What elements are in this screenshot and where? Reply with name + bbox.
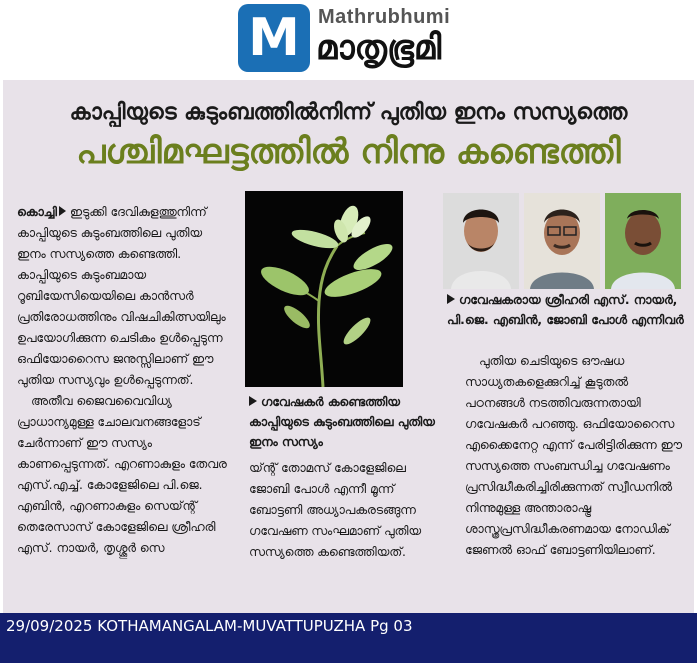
masthead-name-malayalam: മാതൃഭൂമി	[316, 28, 442, 68]
column-1-paragraph-2: അതീവ ജൈവവൈവിധ്യ പ്രാധാന്യമുള്ള ചോലവനങ്ങളോട് ചേർന്നാണ് ഈ സസ്യം കാണപ്പെടുന്നത്. എറണാകുളം തേവര എസ്.എച്ച്. കോളേജിലെ പി.ജെ. എബിൻ, എറണാകുളം സെയ്ന്റ് തെരേസാസ് കോളേജിലെ ശ്രീഹരി എസ്. നായർ, തൃശ്ശൂർ സെ	[17, 394, 227, 555]
column-2-paragraph: യ്ന്റ് തോമസ് കോളേജിലെ ജോബി പോൾ എന്നീ മൂന്ന് ബോട്ടണി അധ്യാപകരടങ്ങുന്ന ഗവേഷണ സംഘമാണ് പുതിയ സസ്യത്തെ കണ്ടെത്തിയത്.	[249, 461, 421, 559]
article-column-2	[249, 458, 437, 563]
researcher-photo-sreehari	[443, 193, 519, 289]
mathrubhumi-logo-icon: M	[238, 4, 310, 72]
plant-caption-text: ഗവേഷകർ കണ്ടെത്തിയ കാപ്പിയുടെ കുടുംബത്തിലെ പുതിയ ഇനം സസ്യം	[249, 395, 435, 449]
caption-arrow-icon	[447, 294, 455, 304]
dateline: കൊച്ചി	[17, 205, 57, 219]
article-headline: പശ്ചിമഘട്ടത്തിൽ നിന്നു കണ്ടെത്തി	[76, 132, 621, 172]
plant-photo	[245, 191, 403, 387]
article-column-3	[465, 351, 687, 561]
caption-arrow-icon	[249, 396, 257, 406]
researchers-caption-text: ഗവേഷകരായ ശ്രീഹരി എസ്. നായർ, പി.ജെ. എബിൻ, ജോബി പോൾ എന്നിവർ	[447, 293, 684, 327]
article-column-1	[17, 202, 233, 559]
researcher-photo-joby	[605, 193, 681, 289]
column-1-paragraph-1: ഇടുക്കി ദേവികുളത്തുനിന്ന് കാപ്പിയുടെ കുടുംബത്തിലെ പുതിയ ഇനം സസ്യത്തെ കണ്ടെത്തി. കാപ്പിയുടെ കുടുംബമായ റൂബിയേസിയെയിലെ കാൻസർ പ്രതിരോധത്തിനും വിഷചികിത്സയിലും ഉപയോഗിക്കുന്ന ചെടികം ഉൾപ്പെടുന്ന ഒഫിയോറൈസ ജനുസ്സിലാണ് ഈ പുതിയ സസ്യവും ഉൾപ്പെടുന്നത്.	[17, 205, 226, 387]
researchers-caption	[447, 290, 687, 330]
footer-bar	[0, 613, 697, 663]
article-kicker: കാപ്പിയുടെ കുടുംബത്തിൽനിന്ന് പുതിയ ഇനം സസ്യത്തെ	[69, 100, 628, 125]
researchers-photos	[443, 193, 681, 289]
dateline-arrow-icon	[59, 206, 66, 216]
column-3-paragraph: പുതിയ ചെടിയുടെ ഔഷധ സാധ്യതകളെക്കുറിച്ച് കൂടുതൽ പഠനങ്ങൾ നടത്തിവരുന്നതായി ഗവേഷകർ പറഞ്ഞു. ഒഫിയോറൈസ എക്കൈനേറ്റ എന്ന് പേരിട്ടിരിക്കുന്ന ഈ സസ്യത്തെ സംബന്ധിച്ച ഗവേഷണം പ്രസിദ്ധീകരിച്ചിരിക്കുന്നത് സ്വീഡനിൽ നിന്നുമുള്ള അന്താരാഷ്ട്ര ശാസ്ത്രപ്രസിദ്ധീകരണമായ നോഡിക് ജേണൽ ഓഫ് ബോട്ടണിയിലാണ്.	[465, 354, 682, 557]
masthead	[0, 0, 697, 80]
footer-edition-info: 29/09/2025 KOTHAMANGALAM-MUVATTUPUZHA Pg 03	[6, 617, 413, 635]
plant-illustration-icon	[245, 191, 403, 387]
plant-photo-caption	[249, 392, 445, 452]
news-clipping	[3, 80, 694, 613]
researcher-photo-abin	[524, 193, 600, 289]
masthead-name-english: Mathrubhumi	[318, 6, 451, 28]
